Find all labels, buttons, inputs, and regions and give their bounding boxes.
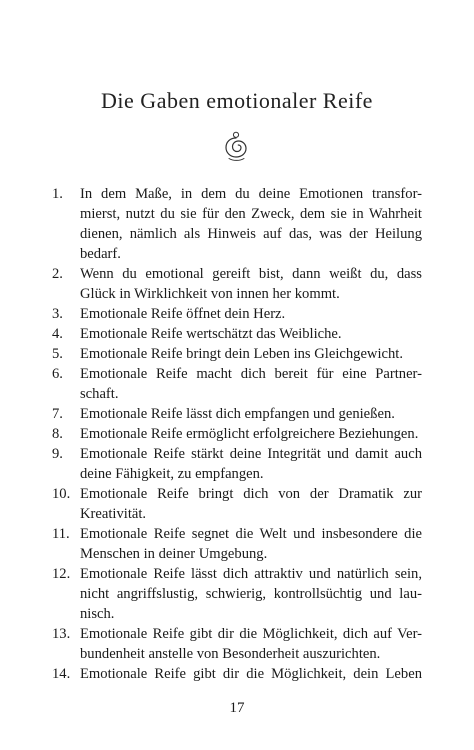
- text-line: bedarf.: [80, 246, 121, 262]
- text-line: bundenheit anstelle von Besonderheit auszurichten.: [80, 646, 381, 662]
- list-item: [52, 324, 422, 344]
- list-item: [52, 184, 422, 264]
- list-item: [52, 484, 422, 524]
- numbered-list: [52, 184, 422, 684]
- list-item: [52, 304, 422, 324]
- list-item-number: 6.: [52, 366, 63, 382]
- list-item: [52, 564, 422, 624]
- page-title: Die Gaben emotionaler Reife: [101, 88, 373, 113]
- list-item-number: 10.: [52, 486, 71, 502]
- text-line: Emotionale Reife wertschätzt das Weibliche.: [80, 326, 342, 342]
- text-line: Emotionale Reife lässt dich empfangen und genießen.: [80, 406, 395, 422]
- list-item: [52, 404, 422, 424]
- list-item: [52, 664, 422, 684]
- list-item-number: 12.: [52, 566, 71, 582]
- text-line: Kreativität.: [80, 506, 147, 522]
- text-line: Glück in Wirklichkeit von innen her kommt.: [80, 286, 340, 302]
- text-line: Emotionale Reife segnet die Welt und insbesondere die: [80, 526, 422, 542]
- text-line: Emotionale Reife bringt dein Leben ins Gleichgewicht.: [80, 346, 403, 362]
- spiral-ornament-icon: [219, 130, 253, 164]
- text-line: Emotionale Reife ermöglicht erfolgreichere Beziehungen.: [80, 426, 419, 442]
- list-item: [52, 424, 422, 444]
- list-item: [52, 624, 422, 664]
- list-item-text: [80, 664, 422, 684]
- list-item-text: [80, 264, 422, 304]
- text-line: Menschen in deiner Umgebung.: [80, 546, 268, 562]
- text-line: Emotionale Reife macht dich bereit für eine Partner-: [80, 366, 422, 382]
- text-line: In dem Maße, in dem du deine Emotionen transfor-: [80, 186, 422, 202]
- text-line: Emotionale Reife gibt dir die Möglichkeit, dein Leben: [80, 666, 422, 682]
- text-line: deine Fähigkeit, zu empfangen.: [80, 466, 264, 482]
- text-line: Emotionale Reife bringt dich von der Dramatik zur: [80, 486, 422, 502]
- list-item-text: [80, 404, 422, 424]
- list-item-text: [80, 524, 422, 564]
- text-line: Emotionale Reife öffnet dein Herz.: [80, 306, 286, 322]
- list-item: [52, 524, 422, 564]
- text-line: nicht angriffslustig, schwierig, kontrollsüchtig und lau-: [80, 586, 422, 602]
- list-item-text: [80, 304, 422, 324]
- list-item-text: [80, 344, 422, 364]
- list-item: [52, 364, 422, 404]
- list-item-number: 14.: [52, 666, 71, 682]
- list-item-number: 5.: [52, 346, 63, 362]
- page-number: 17: [229, 700, 245, 716]
- list-item-number: 11.: [52, 526, 70, 542]
- list-item-text: [80, 324, 422, 344]
- list-item-number: 8.: [52, 426, 63, 442]
- list-item-number: 9.: [52, 446, 63, 462]
- list-item-number: 3.: [52, 306, 63, 322]
- list-item: [52, 344, 422, 364]
- list-item-number: 1.: [52, 186, 63, 202]
- text-line: mierst, nutzt du sie für den Zweck, dem sie in Wahrheit: [80, 206, 422, 222]
- list-item-text: [80, 484, 422, 524]
- list-item-number: 2.: [52, 266, 63, 282]
- list-item: [52, 444, 422, 484]
- list-item-text: [80, 564, 422, 624]
- list-item-text: [80, 364, 422, 404]
- text-line: schaft.: [80, 386, 119, 402]
- list-item-text: [80, 424, 422, 444]
- text-line: Wenn du emotional gereift bist, dann weißt du, dass: [80, 266, 422, 282]
- list-item-text: [80, 184, 422, 264]
- list-item-number: 13.: [52, 626, 71, 642]
- text-line: Emotionale Reife gibt dir die Möglichkeit, dich auf Ver-: [80, 626, 422, 642]
- text-line: Emotionale Reife lässt dich attraktiv und natürlich sein,: [80, 566, 422, 582]
- list-item-text: [80, 624, 422, 664]
- text-line: Emotionale Reife stärkt deine Integrität und damit auch: [80, 446, 422, 462]
- list-item-number: 4.: [52, 326, 63, 342]
- list-item-text: [80, 444, 422, 484]
- text-line: dienen, nämlich als Hinweis auf das, was der Heilung: [80, 226, 422, 242]
- list-item: [52, 264, 422, 304]
- list-item-number: 7.: [52, 406, 63, 422]
- text-line: nisch.: [80, 606, 115, 622]
